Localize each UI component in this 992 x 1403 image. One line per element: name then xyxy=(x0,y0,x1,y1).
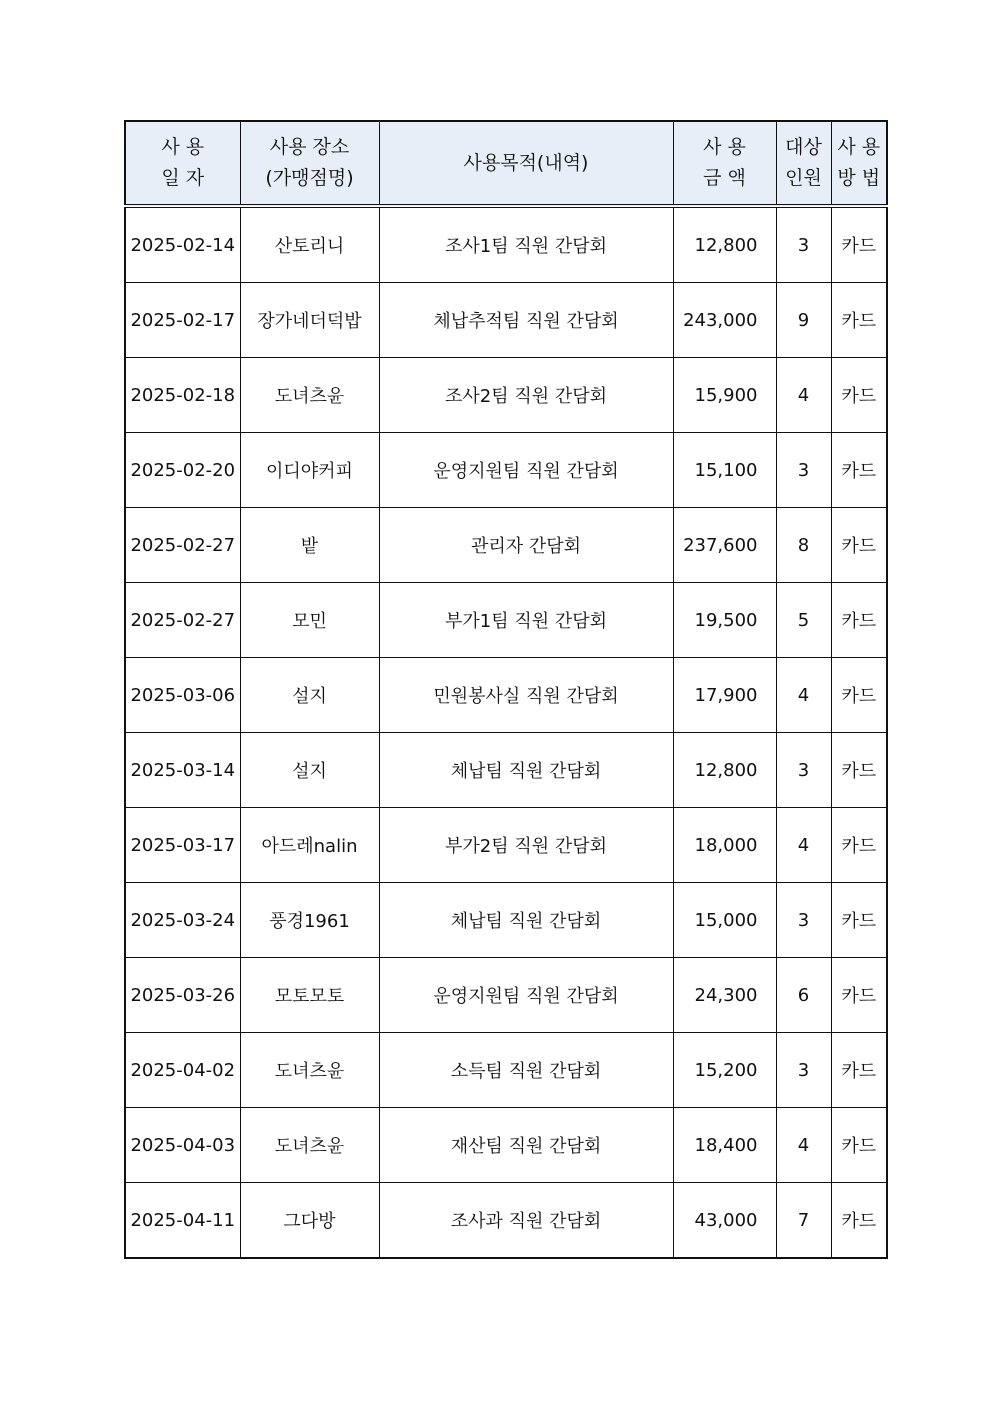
header-people: 대상 인원 xyxy=(776,121,831,206)
cell-method: 카드 xyxy=(831,733,887,808)
table-body xyxy=(125,206,887,1258)
table-row xyxy=(125,358,887,433)
cell-amount: 18,400 xyxy=(673,1108,776,1183)
table-row xyxy=(125,658,887,733)
cell-people: 4 xyxy=(776,808,831,883)
header-amount: 사 용 금 액 xyxy=(673,121,776,206)
cell-place: 모민 xyxy=(240,583,379,658)
cell-people: 5 xyxy=(776,583,831,658)
cell-people: 8 xyxy=(776,508,831,583)
cell-place: 밭 xyxy=(240,508,379,583)
cell-method: 카드 xyxy=(831,1033,887,1108)
cell-amount: 12,800 xyxy=(673,206,776,283)
cell-purpose: 부가2팀 직원 간담회 xyxy=(379,808,673,883)
cell-amount: 15,000 xyxy=(673,883,776,958)
table-row xyxy=(125,583,887,658)
cell-date: 2025-04-03 xyxy=(125,1108,240,1183)
cell-amount: 237,600 xyxy=(673,508,776,583)
cell-amount: 43,000 xyxy=(673,1183,776,1259)
cell-date: 2025-02-14 xyxy=(125,206,240,283)
cell-amount: 15,100 xyxy=(673,433,776,508)
cell-date: 2025-03-06 xyxy=(125,658,240,733)
cell-place: 풍경1961 xyxy=(240,883,379,958)
cell-date: 2025-03-24 xyxy=(125,883,240,958)
cell-method: 카드 xyxy=(831,508,887,583)
cell-date: 2025-02-27 xyxy=(125,508,240,583)
cell-purpose: 조사2팀 직원 간담회 xyxy=(379,358,673,433)
cell-date: 2025-02-18 xyxy=(125,358,240,433)
cell-purpose: 관리자 간담회 xyxy=(379,508,673,583)
cell-method: 카드 xyxy=(831,1183,887,1259)
cell-purpose: 재산팀 직원 간담회 xyxy=(379,1108,673,1183)
cell-purpose: 운영지원팀 직원 간담회 xyxy=(379,958,673,1033)
cell-place: 도녀츠윤 xyxy=(240,1108,379,1183)
cell-date: 2025-04-02 xyxy=(125,1033,240,1108)
cell-people: 3 xyxy=(776,733,831,808)
cell-purpose: 부가1팀 직원 간담회 xyxy=(379,583,673,658)
cell-place: 도녀츠윤 xyxy=(240,358,379,433)
cell-purpose: 조사1팀 직원 간담회 xyxy=(379,206,673,283)
cell-date: 2025-03-26 xyxy=(125,958,240,1033)
cell-amount: 17,900 xyxy=(673,658,776,733)
cell-amount: 12,800 xyxy=(673,733,776,808)
table-row xyxy=(125,508,887,583)
cell-people: 4 xyxy=(776,1108,831,1183)
cell-place: 아드레nalin xyxy=(240,808,379,883)
cell-date: 2025-03-17 xyxy=(125,808,240,883)
table-row xyxy=(125,283,887,358)
cell-amount: 19,500 xyxy=(673,583,776,658)
cell-people: 6 xyxy=(776,958,831,1033)
cell-purpose: 조사과 직원 간담회 xyxy=(379,1183,673,1259)
cell-method: 카드 xyxy=(831,583,887,658)
table-row xyxy=(125,958,887,1033)
cell-date: 2025-04-11 xyxy=(125,1183,240,1259)
cell-method: 카드 xyxy=(831,1108,887,1183)
cell-place: 모토모토 xyxy=(240,958,379,1033)
table-row xyxy=(125,1108,887,1183)
cell-purpose: 체납팀 직원 간담회 xyxy=(379,733,673,808)
cell-place: 도녀츠윤 xyxy=(240,1033,379,1108)
cell-place: 장가네더덕밥 xyxy=(240,283,379,358)
table-header-row xyxy=(125,121,887,206)
table-row xyxy=(125,206,887,283)
cell-place: 설지 xyxy=(240,658,379,733)
header-date: 사 용 일 자 xyxy=(125,121,240,206)
cell-method: 카드 xyxy=(831,206,887,283)
cell-method: 카드 xyxy=(831,883,887,958)
cell-method: 카드 xyxy=(831,358,887,433)
cell-people: 3 xyxy=(776,206,831,283)
cell-method: 카드 xyxy=(831,433,887,508)
cell-people: 4 xyxy=(776,658,831,733)
table-row xyxy=(125,1033,887,1108)
cell-purpose: 체납팀 직원 간담회 xyxy=(379,883,673,958)
cell-people: 3 xyxy=(776,433,831,508)
cell-people: 3 xyxy=(776,1033,831,1108)
cell-date: 2025-03-14 xyxy=(125,733,240,808)
header-purpose: 사용목적(내역) xyxy=(379,121,673,206)
cell-method: 카드 xyxy=(831,658,887,733)
cell-place: 산토리니 xyxy=(240,206,379,283)
expense-table xyxy=(124,120,888,1259)
cell-amount: 15,900 xyxy=(673,358,776,433)
header-method: 사 용 방 법 xyxy=(831,121,887,206)
table-row xyxy=(125,808,887,883)
table-row xyxy=(125,733,887,808)
cell-place: 설지 xyxy=(240,733,379,808)
cell-method: 카드 xyxy=(831,283,887,358)
table-row xyxy=(125,883,887,958)
cell-amount: 243,000 xyxy=(673,283,776,358)
cell-purpose: 민원봉사실 직원 간담회 xyxy=(379,658,673,733)
cell-people: 3 xyxy=(776,883,831,958)
cell-people: 7 xyxy=(776,1183,831,1259)
cell-place: 이디야커피 xyxy=(240,433,379,508)
cell-purpose: 소득팀 직원 간담회 xyxy=(379,1033,673,1108)
cell-people: 9 xyxy=(776,283,831,358)
header-place: 사용 장소 (가맹점명) xyxy=(240,121,379,206)
cell-amount: 24,300 xyxy=(673,958,776,1033)
cell-purpose: 체납추적팀 직원 간담회 xyxy=(379,283,673,358)
cell-date: 2025-02-20 xyxy=(125,433,240,508)
cell-place: 그다방 xyxy=(240,1183,379,1259)
cell-amount: 15,200 xyxy=(673,1033,776,1108)
cell-date: 2025-02-17 xyxy=(125,283,240,358)
cell-date: 2025-02-27 xyxy=(125,583,240,658)
cell-method: 카드 xyxy=(831,808,887,883)
cell-people: 4 xyxy=(776,358,831,433)
cell-amount: 18,000 xyxy=(673,808,776,883)
table-row xyxy=(125,433,887,508)
table-row xyxy=(125,1183,887,1259)
cell-method: 카드 xyxy=(831,958,887,1033)
cell-purpose: 운영지원팀 직원 간담회 xyxy=(379,433,673,508)
